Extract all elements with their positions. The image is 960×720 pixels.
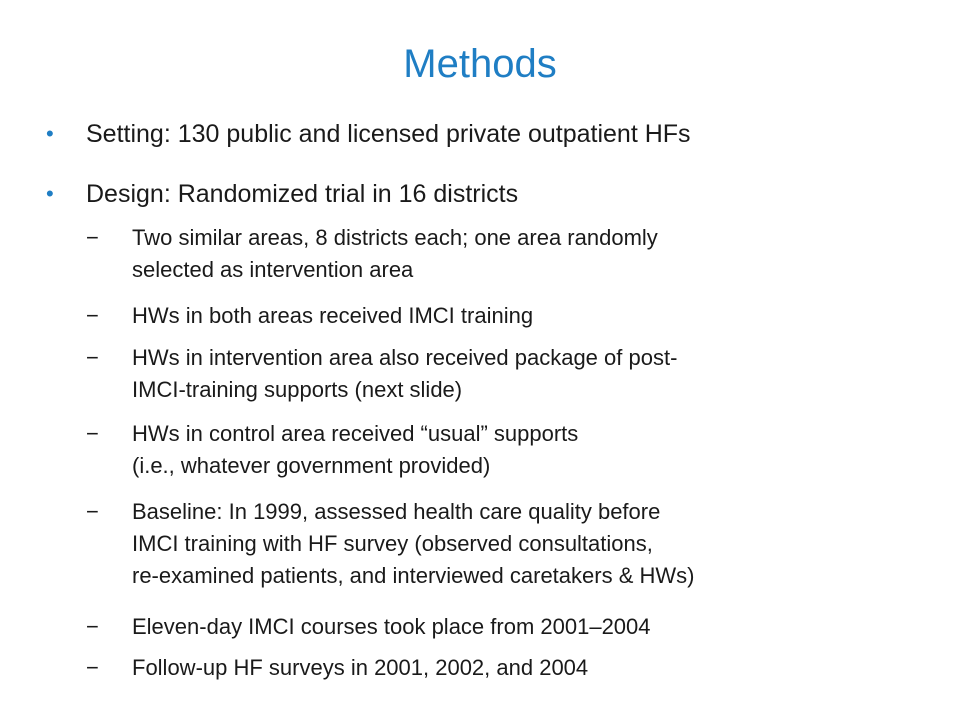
dash-marker: − — [86, 614, 99, 639]
subitem-line: Follow-up HF surveys in 2001, 2002, and 2004 — [132, 655, 589, 680]
dash-marker: − — [86, 655, 99, 680]
subitem-line: IMCI-training supports (next slide) — [132, 377, 463, 402]
subitem-line: HWs in intervention area also received package of post- — [132, 345, 678, 370]
slide-title: Methods — [403, 42, 557, 86]
bullet-marker: • — [46, 181, 54, 206]
dash-marker: − — [86, 345, 99, 370]
subitem-line: Two similar areas, 8 districts each; one area randomly — [132, 225, 658, 250]
bullet-text: Setting: 130 public and licensed private outpatient HFs — [86, 120, 691, 148]
subitem-line: Eleven-day IMCI courses took place from 2001–2004 — [132, 614, 651, 639]
subitem-line: IMCI training with HF survey (observed consultations, — [132, 531, 653, 556]
bullet-marker: • — [46, 121, 54, 146]
dash-marker: − — [86, 499, 99, 524]
dash-marker: − — [86, 421, 99, 446]
dash-marker: − — [86, 303, 99, 328]
subitem-line: Baseline: In 1999, assessed health care quality before — [132, 499, 661, 524]
subitem-line: HWs in control area received “usual” supports — [132, 421, 579, 446]
subitem-line: (i.e., whatever government provided) — [132, 453, 491, 478]
subitem-line: re-examined patients, and interviewed caretakers & HWs) — [132, 563, 695, 588]
subitem-line: HWs in both areas received IMCI training — [132, 303, 534, 328]
dash-marker: − — [86, 225, 99, 250]
subitem-line: selected as intervention area — [132, 257, 414, 282]
bullet-text: Design: Randomized trial in 16 districts — [86, 180, 519, 208]
